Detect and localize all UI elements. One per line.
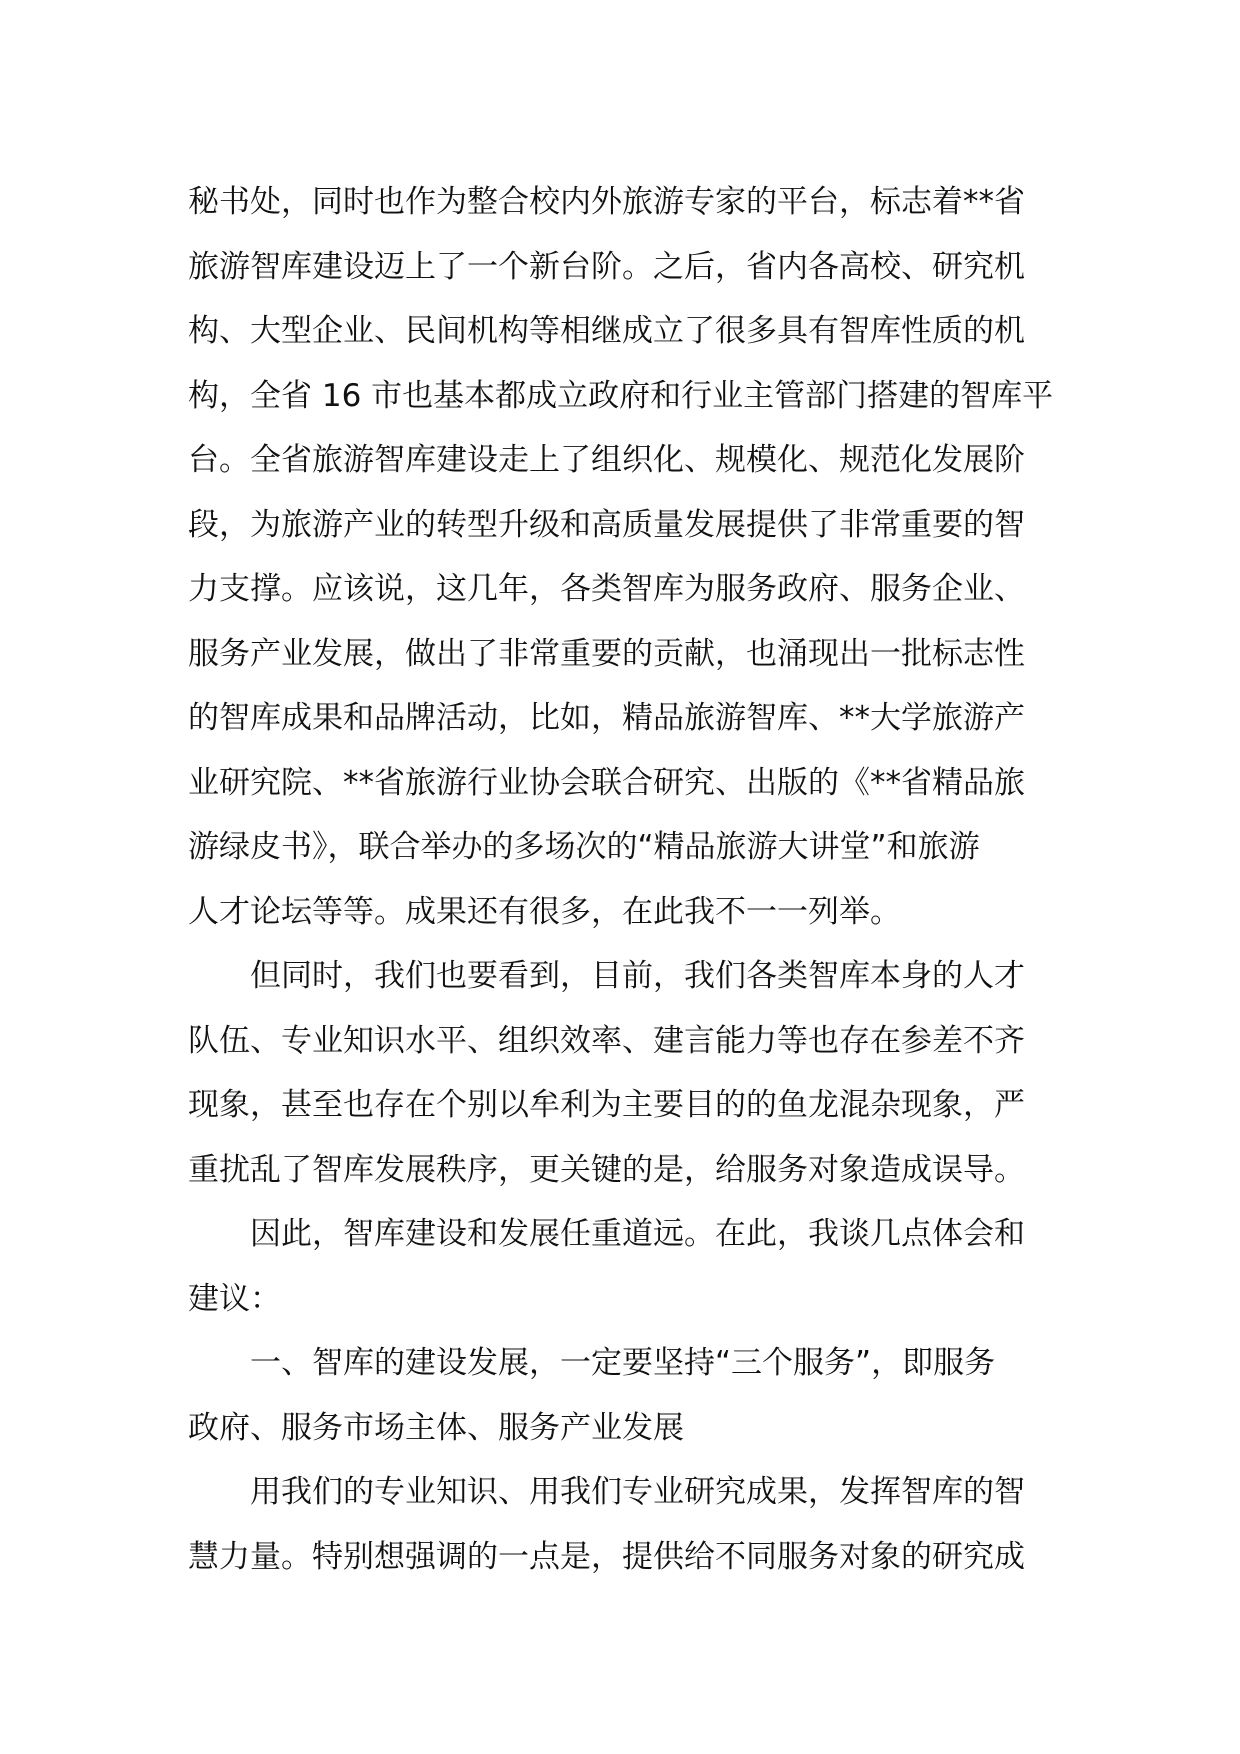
body-text bbox=[188, 170, 1052, 1589]
text-line: 队伍、专业知识水平、组织效率、建言能力等也存在参差不齐 bbox=[188, 1022, 1025, 1059]
text-line: 业研究院、**省旅游行业协会联合研究、出版的《**省精品旅 bbox=[188, 764, 1025, 801]
text-line: 慧力量。特别想强调的一点是，提供给不同服务对象的研究成 bbox=[188, 1538, 1025, 1575]
text-line: 构，全省 16 市也基本都成立政府和行业主管部门搭建的智库平 bbox=[188, 377, 1054, 414]
text-line: 构、大型企业、民间机构等相继成立了很多具有智库性质的机 bbox=[188, 313, 1025, 349]
text-line: 旅游智库建设迈上了一个新台阶。之后，省内各高校、研究机 bbox=[188, 248, 1025, 285]
text-line: 现象，甚至也存在个别以牟利为主要目的的鱼龙混杂现象，严 bbox=[188, 1087, 1025, 1123]
text-line: 的智库成果和品牌活动，比如，精品旅游智库、**大学旅游产 bbox=[188, 700, 1025, 736]
text-line: 游绿皮书》，联合举办的多场次的“精品旅游大讲堂”和旅游 bbox=[188, 829, 980, 865]
text-line: 但同时，我们也要看到，目前，我们各类智库本身的人才 bbox=[250, 958, 1025, 994]
text-line: 段，为旅游产业的转型升级和高质量发展提供了非常重要的智 bbox=[188, 506, 1025, 543]
text-line: 人才论坛等等。成果还有很多，在此我不一一列举。 bbox=[188, 893, 901, 930]
text-line: 一、智库的建设发展，一定要坚持“三个服务”，即服务 bbox=[250, 1345, 996, 1381]
text-line: 台。全省旅游智库建设走上了组织化、规模化、规范化发展阶 bbox=[188, 442, 1025, 478]
text-line: 服务产业发展，做出了非常重要的贡献，也涌现出一批标志性 bbox=[188, 635, 1025, 672]
text-line: 力支撑。应该说，这几年，各类智库为服务政府、服务企业、 bbox=[188, 571, 1025, 607]
text-line: 秘书处，同时也作为整合校内外旅游专家的平台，标志着**省 bbox=[188, 184, 1025, 220]
text-line: 重扰乱了智库发展秩序，更关键的是，给服务对象造成误导。 bbox=[188, 1151, 1025, 1188]
text-line: 政府、服务市场主体、服务产业发展 bbox=[188, 1409, 684, 1446]
text-line: 建议： bbox=[188, 1280, 281, 1317]
text-line: 因此，智库建设和发展任重道远。在此，我谈几点体会和 bbox=[250, 1216, 1025, 1252]
text-line: 用我们的专业知识、用我们专业研究成果，发挥智库的智 bbox=[250, 1474, 1025, 1510]
